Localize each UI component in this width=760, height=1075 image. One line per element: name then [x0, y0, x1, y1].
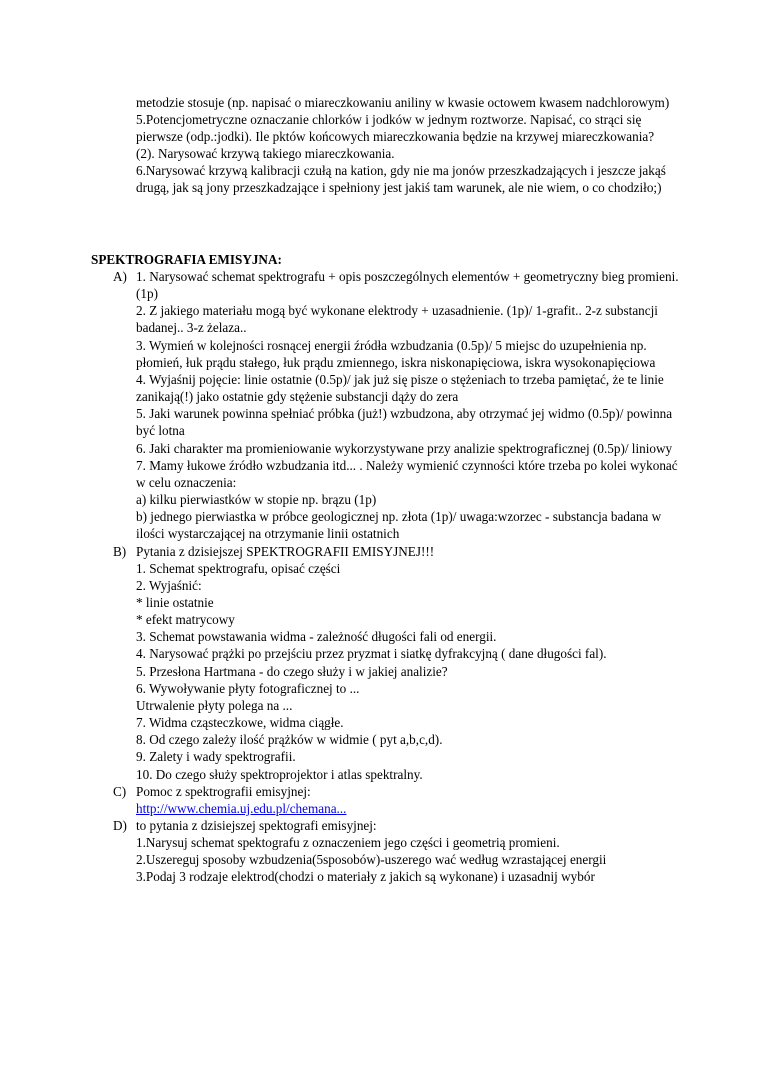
section-d-item: 2.Uszereguj sposoby wzbudzenia(5sposobów)-uszerego wać według wzrastającej energii: [136, 852, 607, 868]
section-c: [91, 783, 681, 817]
section-c-title: Pomoc z spektrografii emisyjnej:: [136, 783, 311, 799]
intro-paragraph: 5.Potencjometryczne oznaczanie chlorków i jodków w jednym roztworze. Napisać, co strąci się pierwsze (odp.:jodki). Ile pktów końcowych miareczkowania będzie na krzywej miareczkowania? (2). Narysować krzywą takiego miareczkowania.: [136, 112, 655, 162]
section-d-title: to pytania z dzisiejszej spektografi emisyjnej:: [136, 818, 377, 833]
section-b-letter: B): [113, 543, 127, 559]
section-b-item: * efekt matrycowy: [136, 612, 235, 628]
section-a-item: 7. Mamy łukowe źródło wzbudzania itd... . Należy wymienić czynności które trzeba po kolei wykonać w celu oznaczenia:: [136, 457, 678, 490]
section-b-item: 4. Narysować prążki po przejściu przez pryzmat i siatkę dyfrakcyjną ( dane długości fal).: [136, 646, 607, 662]
section-c-letter: C): [113, 783, 127, 799]
section-b-item: 9. Zalety i wady spektrografii.: [136, 749, 296, 765]
question-sections: [91, 268, 681, 886]
section-c-link-line: [136, 800, 681, 817]
chemana-link[interactable]: http://www.chemia.uj.edu.pl/chemana...: [136, 800, 347, 816]
section-b-item: 8. Od czego zależy ilość prążków w widmie ( pyt a,b,c,d).: [136, 732, 443, 748]
section-d-item: 3.Podaj 3 rodzaje elektrod(chodzi o materiały z jakich są wykonane) i uzasadnij wybór: [136, 869, 595, 885]
section-b-item: 2. Wyjaśnić:: [136, 577, 202, 593]
section-b: [91, 543, 681, 783]
section-a-item: b) jednego pierwiastka w próbce geologicznej np. złota (1p)/ uwaga:wzorzec - substancja badana w ilości wystarczającej na otrzymanie linii ostatnich: [136, 509, 662, 542]
section-b-item: 1. Schemat spektrografu, opisać części: [136, 560, 341, 576]
section-d-letter: D): [113, 818, 127, 833]
section-a-item: 4. Wyjaśnij pojęcie: linie ostatnie (0.5p)/ jak już się pisze o stężeniach to trzeba pamiętać, że te linie zanikają(!) jako ostatnie gdy stężenie substancji dąży do zera: [136, 371, 664, 405]
section-a: [91, 268, 681, 543]
section-d: [91, 817, 681, 886]
section-b-item: 10. Do czego służy spektroprojektor i atlas spektralny.: [136, 766, 423, 782]
section-a-item: 1. Narysować schemat spektrografu + opis poszczególnych elementów + geometryczny bieg promieni. (1p): [136, 269, 679, 302]
section-b-item: Utrwalenie płyty polega na ...: [136, 697, 293, 713]
section-heading: SPEKTROGRAFIA EMISYJNA:: [91, 252, 282, 267]
section-b-item: * linie ostatnie: [136, 594, 214, 610]
section-a-item: 6. Jaki charakter ma promieniowanie wykorzystywane przy analizie spektrograficznej (0.5p)/ liniowy: [136, 440, 673, 456]
section-b-item: 6. Wywoływanie płyty fotograficznej to ...: [136, 680, 360, 696]
intro-paragraph: 6.Narysować krzywą kalibracji czułą na kation, gdy nie ma jonów przeszkadzających i jeszcze jakąś drugą, jak są jony przeszkadzające i spełniony jest jakiś tam warunek, ale nie wiem, o co chodziło;): [136, 163, 666, 196]
intro-text: [136, 94, 676, 197]
section-b-title: Pytania z dzisiejszej SPEKTROGRAFII EMISYJNEJ!!!: [136, 543, 435, 559]
section-b-item: 3. Schemat powstawania widma - zależność długości fali od energii.: [136, 629, 497, 645]
section-a-item: a) kilku pierwiastków w stopie np. brązu (1p): [136, 492, 377, 508]
section-b-item: 7. Widma cząsteczkowe, widma ciągłe.: [136, 715, 344, 731]
section-d-item: 1.Narysuj schemat spektografu z oznaczeniem jego części i geometrią promieni.: [136, 835, 560, 851]
section-a-item: 2. Z jakiego materiału mogą być wykonane elektrody + uzasadnienie. (1p)/ 1-grafit.. 2-z substancji badanej.. 3-z żelaza..: [136, 303, 658, 336]
section-b-item: 5. Przesłona Hartmana - do czego służy i w jakiej analizie?: [136, 663, 448, 679]
section-a-item: 5. Jaki warunek powinna spełniać próbka (już!) wzbudzona, aby otrzymać jej widmo (0.5p)/ powinna być lotna: [136, 406, 673, 439]
section-a-letter: A): [113, 269, 127, 284]
intro-paragraph: metodzie stosuje (np. napisać o miareczkowaniu aniliny w kwasie octowem kwasem nadchlorowym): [136, 95, 670, 110]
section-a-item: 3. Wymień w kolejności rosnącej energii źródła wzbudzania (0.5p)/ 5 miejsc do uzupełnienia np. płomień, łuk prądu stałego, łuk prądu zmiennego, iskra niskonapięciowa, iskra wysokonapięciowa: [136, 337, 656, 370]
